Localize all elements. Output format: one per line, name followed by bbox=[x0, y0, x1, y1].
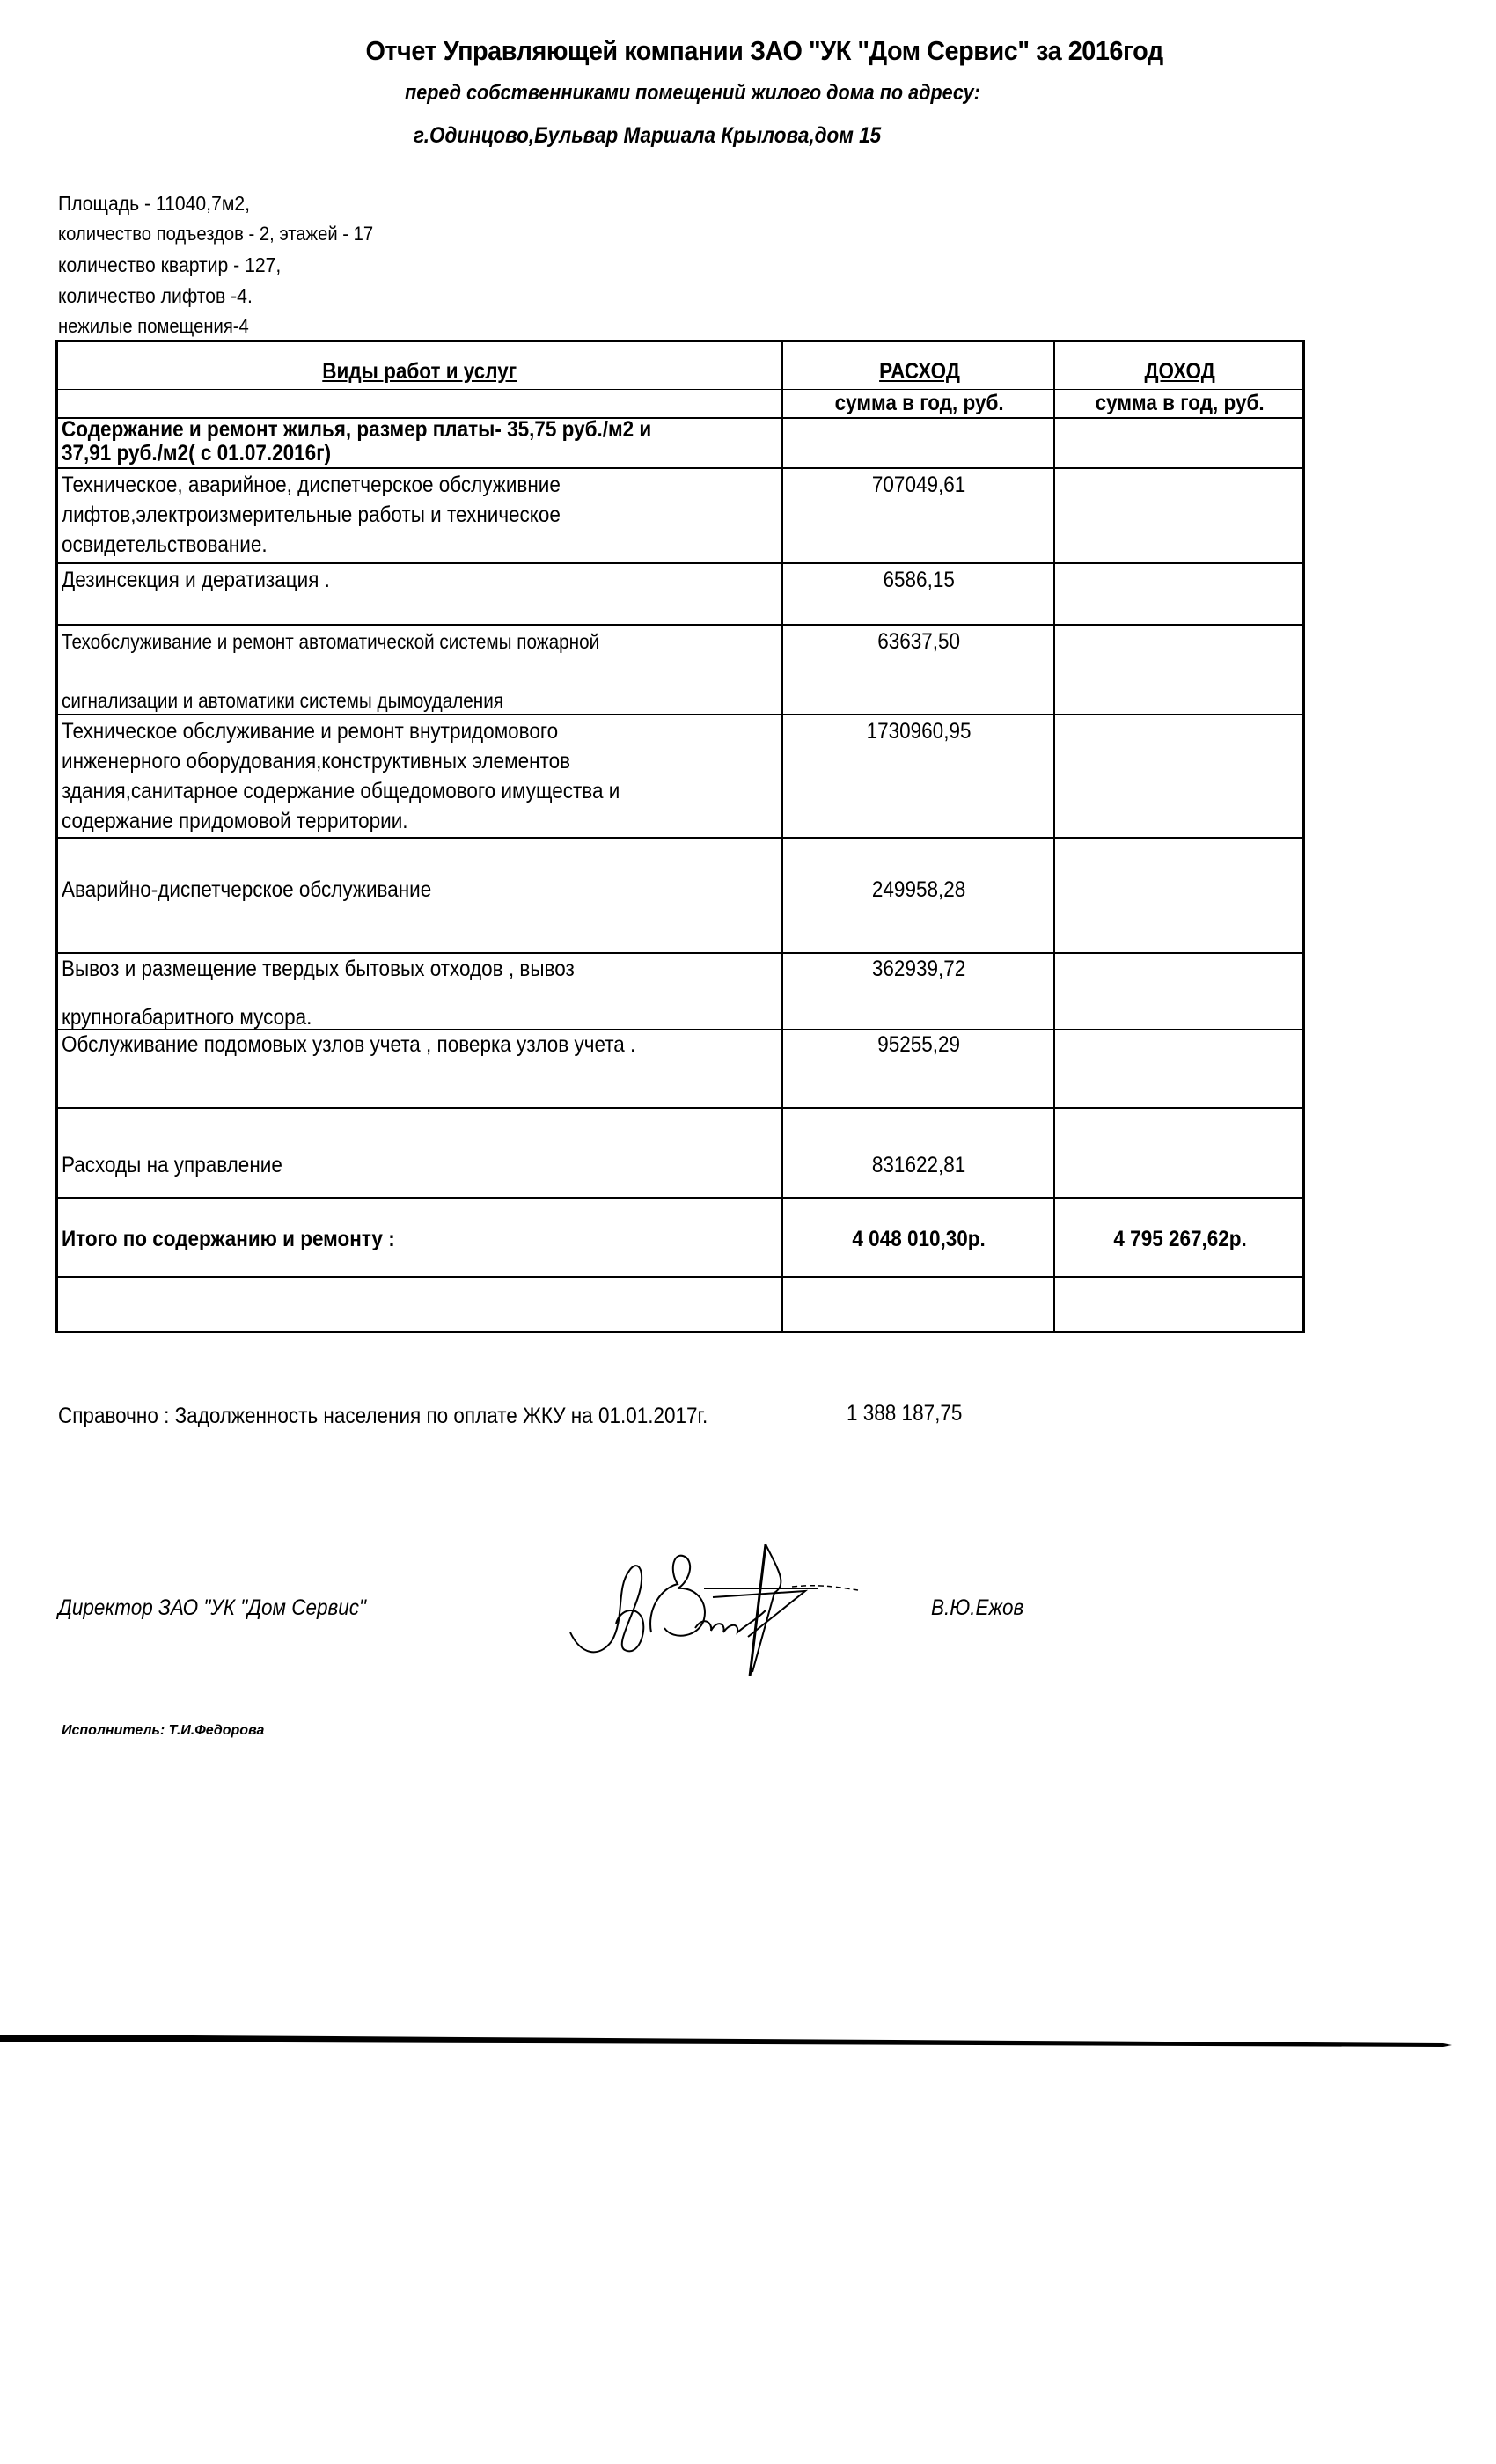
table-row-expense: 362939,72 bbox=[872, 957, 966, 981]
table-row-expense: 6586,15 bbox=[883, 568, 956, 592]
info-elevators: количество лифтов -4. bbox=[58, 284, 253, 307]
table-row-expense: 63637,50 bbox=[877, 629, 961, 654]
debt-reference-value: 1 388 187,75 bbox=[847, 1401, 963, 1426]
info-apartments: количество квартир - 127, bbox=[58, 253, 282, 276]
row-divider bbox=[58, 1197, 1302, 1199]
executor-name: Исполнитель: Т.И.Федорова bbox=[62, 1723, 265, 1738]
table-row-service: Техобслуживание и ремонт автоматической системы пожарной bbox=[62, 630, 600, 653]
table-row-expense: 95255,29 bbox=[877, 1032, 961, 1057]
table-row-service: Вывоз и размещение твердых бытовых отходов , вывоз bbox=[62, 957, 575, 981]
debt-reference-text: Справочно : Задолженность населения по оплате ЖКУ на 01.01.2017г. bbox=[58, 1404, 708, 1428]
report-subtitle: перед собственниками помещений жилого дома по адресу: bbox=[405, 81, 980, 105]
row-divider bbox=[58, 714, 1302, 715]
table-row-service: Расходы на управление bbox=[62, 1153, 282, 1177]
table-row-expense: 831622,81 bbox=[872, 1153, 966, 1177]
director-title: Директор ЗАО "УК "Дом Сервис" bbox=[58, 1595, 367, 1620]
total-label: Итого по содержанию и ремонту : bbox=[62, 1227, 395, 1251]
row-divider bbox=[58, 467, 1302, 469]
report-title: Отчет Управляющей компании ЗАО "УК "Дом Сервис" за 2016год bbox=[365, 35, 1163, 66]
info-entrances-floors: количество подъездов - 2, этажей - 17 bbox=[58, 223, 374, 245]
director-name: В.Ю.Ежов bbox=[931, 1595, 1024, 1620]
building-address: г.Одинцово,Бульвар Маршала Крылова,дом 15 bbox=[414, 123, 882, 148]
signature-icon bbox=[563, 1536, 862, 1676]
table-row-service: Дезинсекция и дератизация . bbox=[62, 568, 330, 592]
header-services: Виды работ и услуг bbox=[322, 359, 517, 384]
row-divider bbox=[58, 624, 1302, 626]
row-divider bbox=[58, 837, 1302, 839]
table-row-expense: 707049,61 bbox=[872, 473, 966, 497]
table-row-service: Техническое обслуживание и ремонт внутридомового инженерного оборудования,конструктивных элементов здания,санитарное содержание общедомового имущества и содержание придомовой территории. bbox=[62, 719, 620, 833]
total-income: 4 795 267,62р. bbox=[1113, 1227, 1247, 1251]
row-divider bbox=[58, 952, 1302, 954]
row-divider bbox=[58, 1107, 1302, 1109]
table-row-service-cont: крупногабаритного мусора. bbox=[62, 1005, 312, 1030]
table-row-expense: 249958,28 bbox=[872, 877, 966, 902]
table-row-service-cont: сигнализации и автоматики системы дымоудаления bbox=[62, 689, 504, 712]
header-income-unit: сумма в год, руб. bbox=[1095, 391, 1265, 415]
table-row-service: Техническое, аварийное, диспетчерское обслуживние лифтов,электроизмерительные работы и техническое освидетельствование. bbox=[62, 473, 561, 557]
table-row-expense: 1730960,95 bbox=[867, 719, 972, 744]
info-non-residential: нежилые помещения-4 bbox=[58, 315, 249, 337]
header-expense: РАСХОД bbox=[878, 359, 960, 384]
section-title: Содержание и ремонт жилья, размер платы- 35,75 руб./м2 и 37,91 руб./м2( с 01.07.2016г) bbox=[62, 417, 652, 466]
row-divider bbox=[58, 1276, 1302, 1278]
report-table bbox=[55, 340, 1305, 1333]
table-row-service: Обслуживание подомовых узлов учета , поверка узлов учета . bbox=[62, 1032, 636, 1057]
header-expense-unit: сумма в год, руб. bbox=[834, 391, 1004, 415]
total-expense: 4 048 010,30р. bbox=[852, 1227, 986, 1251]
info-area: Площадь - 11040,7м2, bbox=[58, 192, 251, 215]
scan-artifact-line bbox=[0, 2033, 1452, 2047]
table-row-service: Аварийно-диспетчерское обслуживание bbox=[62, 877, 432, 902]
header-income: ДОХОД bbox=[1144, 359, 1216, 384]
row-divider bbox=[58, 562, 1302, 564]
